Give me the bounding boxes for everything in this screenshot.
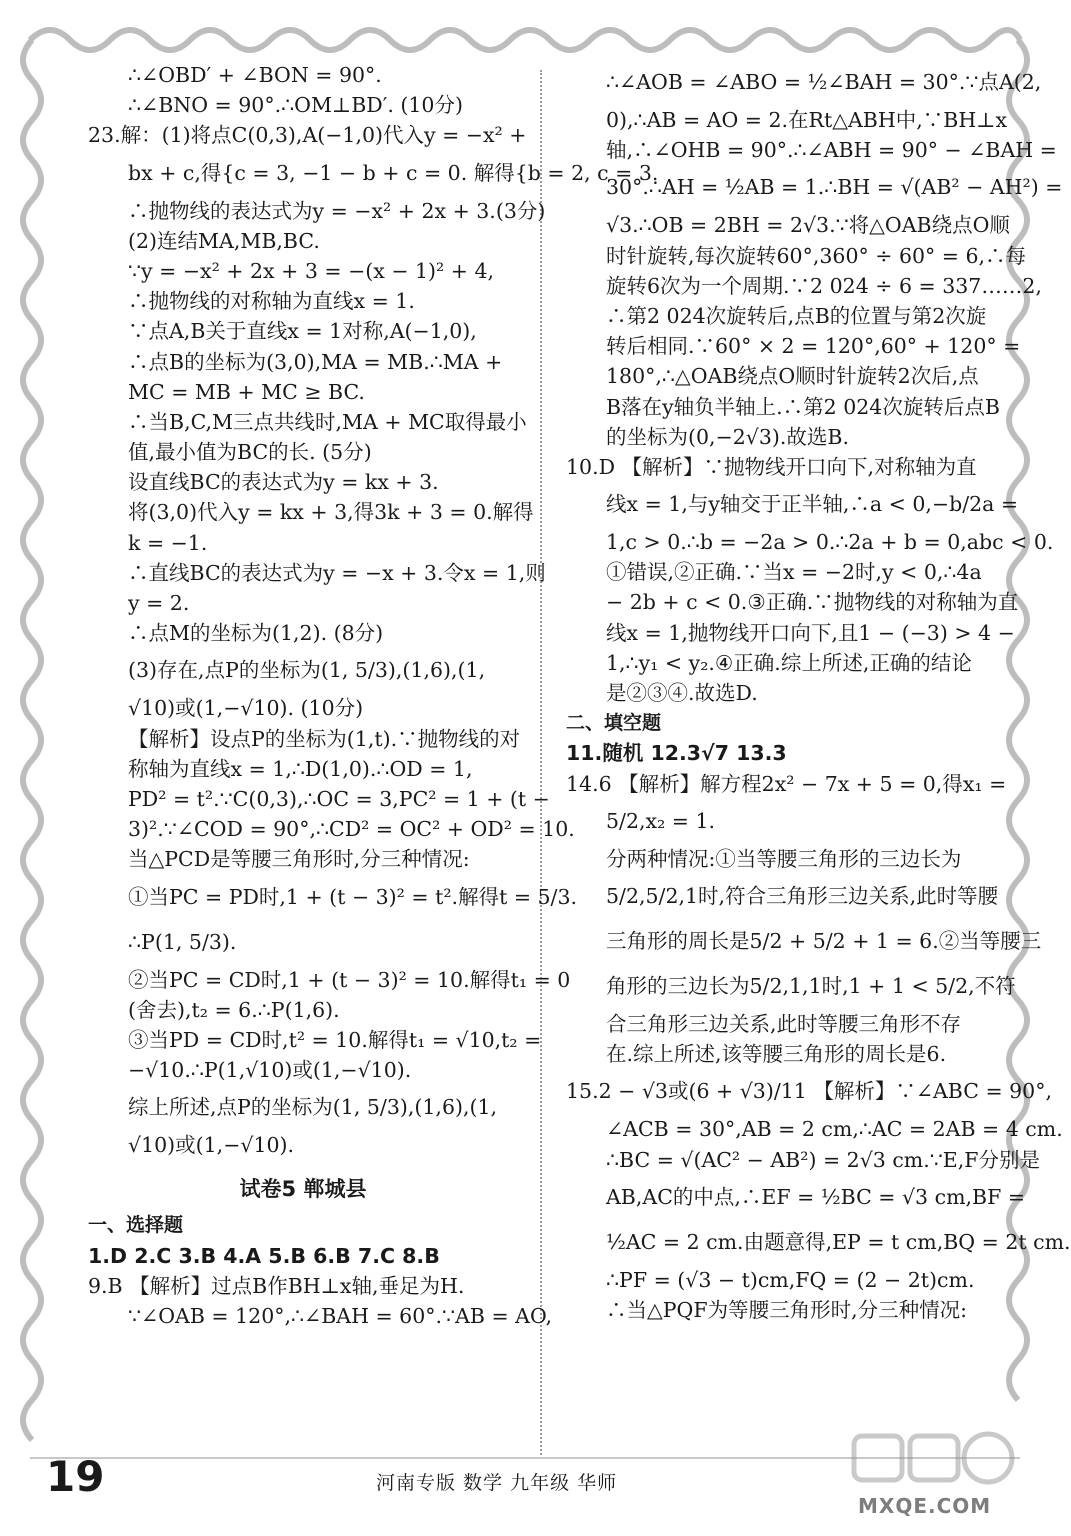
text-line: 轴,∴∠OHB = 90°.∴∠ABH = 90° − ∠BAH = [606, 138, 1057, 163]
text-line: ①当PC = PD时,1 + (t − 3)² = t².解得t = 5/3. [128, 884, 578, 909]
analysis-line: 【解析】设点P的坐标为(1,t).∵抛物线的对 [128, 726, 521, 751]
text-line: ∵y = −x² + 2x + 3 = −(x − 1)² + 4, [128, 258, 495, 283]
text-line: k = −1. [128, 530, 208, 555]
text-line: 称轴为直线x = 1,∴D(1,0).∴OD = 1, [128, 756, 473, 781]
text-line: √3.∴OB = 2BH = 2√3.∵将△OAB绕点O顺 [606, 213, 1010, 238]
exam-5-title: 试卷5 郸城县 [239, 1177, 367, 1202]
text-line: ∴点B的坐标为(3,0),MA = MB.∴MA + [128, 349, 503, 374]
text-line: 线x = 1,抛物线开口向下,且1 − (−3) > 4 − [606, 620, 1015, 645]
right-column [566, 60, 1071, 1325]
text-line: √10)或(1,−√10). (10分) [128, 696, 364, 721]
text-line: 旋转6次为一个周期.∵2 024 ÷ 6 = 337……2, [606, 273, 1042, 298]
text-line: − 2b + c < 0.③正确.∵抛物线的对称轴为直 [606, 590, 1019, 615]
text-line: 在.综上所述,该等腰三角形的周长是6. [606, 1042, 947, 1067]
question-9-start: 9.B 【解析】过点B作BH⊥x轴,垂足为H. [88, 1273, 465, 1298]
text-line: 1,∴y₁ < y₂.④正确.综上所述,正确的结论 [606, 650, 972, 675]
text-line: 三角形的周长是5/2 + 5/2 + 1 = 6.②当等腰三 [606, 928, 1042, 953]
text-line: ∴当△PQF为等腰三角形时,分三种情况: [606, 1297, 968, 1322]
text-line: 的坐标为(0,−2√3).故选B. [606, 424, 849, 449]
text-line: 综上所述,点P的坐标为(1, 5/3),(1,6),(1, [128, 1095, 498, 1120]
text-line: ∴∠AOB = ∠ABO = ½∠BAH = 30°.∵点A(2, [606, 70, 1042, 94]
text-line: 0),∴AB = AO = 2.在Rt△ABH中,∵BH⊥x [606, 108, 1008, 132]
section-heading-choice: 一、选择题 [88, 1214, 184, 1237]
text-line: 5/2,5/2,1时,符合三角形三边关系,此时等腰 [606, 883, 999, 908]
equation-system-line: bx + c,得{c = 3, −1 − b + c = 0. 解得{b = 2, c = 3. [128, 160, 659, 185]
text-line: 转后相同.∵60° × 2 = 120°,60° + 120° = [606, 334, 1021, 359]
text-line: ∴直线BC的表达式为y = −x + 3.令x = 1,则 [128, 560, 546, 585]
text-line: 3)².∵∠COD = 90°,∴CD² = OC² + OD² = 10. [128, 817, 575, 842]
text-line: 当△PCD是等腰三角形时,分三种情况: [128, 847, 470, 872]
question-10-start: 10.D 【解析】∵抛物线开口向下,对称轴为直 [566, 454, 977, 479]
choice-answers: 1.D 2.C 3.B 4.A 5.B 6.B 7.C 8.B [88, 1243, 440, 1268]
text-line: 值,最小值为BC的长. (5分) [128, 440, 372, 465]
text-line: ∴抛物线的表达式为y = −x² + 2x + 3.(3分) [128, 198, 546, 223]
text-line: AB,AC的中点,∴EF = ½BC = √3 cm,BF = [606, 1184, 1026, 1209]
text-line: (2)连结MA,MB,BC. [128, 228, 320, 253]
text-line: 设直线BC的表达式为y = kx + 3. [128, 470, 439, 495]
question-23-start: 23.解：(1)将点C(0,3),A(−1,0)代入y = −x² + [88, 123, 527, 148]
text-line: 线x = 1,与y轴交于正半轴,∴a < 0,−b/2a = [606, 492, 1019, 517]
text-line: ∴BC = √(AC² − AB²) = 2√3 cm.∵E,F分别是 [606, 1147, 1041, 1172]
text-line: ∴P(1, 5/3). [128, 929, 237, 954]
text-line: 180°,∴△OAB绕点O顺时针旋转2次后,点 [606, 364, 979, 389]
text-line: ∵∠OAB = 120°,∴∠BAH = 60°.∵AB = AO, [128, 1304, 553, 1328]
text-line: (3)存在,点P的坐标为(1, 5/3),(1,6),(1, [128, 658, 486, 683]
text-line: 角形的三边长为5/2,1,1时,1 + 1 < 5/2,不符 [606, 973, 1016, 998]
text-line: 30°.∴AH = ½AB = 1.∴BH = √(AB² − AH²) = [606, 175, 1063, 200]
text-line: ∴抛物线的对称轴为直线x = 1. [128, 289, 415, 314]
text-line: 分两种情况:①当等腰三角形的三边长为 [606, 846, 962, 871]
text-line: ∴第2 024次旋转后,点B的位置与第2次旋 [606, 303, 987, 328]
column-divider [540, 70, 542, 1455]
text-line: ②当PC = CD时,1 + (t − 3)² = 10.解得t₁ = 0 [128, 967, 571, 992]
text-line: ∴∠OBD′ + ∠BON = 90°. [128, 63, 382, 87]
text-line: −√10.∴P(1,√10)或(1,−√10). [128, 1058, 412, 1083]
text-line: 时针旋转,每次旋转60°,360° ÷ 60° = 6,∴每 [606, 243, 1027, 268]
text-line: ∴当B,C,M三点共线时,MA + MC取得最小 [128, 409, 527, 434]
text-line: 1,c > 0.∴b = −2a > 0.∴2a + b = 0,abc < 0. [606, 530, 1054, 555]
page-number: 19 [46, 1452, 105, 1501]
footer-text: 河南专版 数学 九年级 华师 [376, 1472, 618, 1494]
text-line: 合三角形三边关系,此时等腰三角形不存 [606, 1011, 962, 1036]
question-14-start: 14.6 【解析】解方程2x² − 7x + 5 = 0,得x₁ = [566, 771, 1007, 796]
text-line: ③当PD = CD时,t² = 10.解得t₁ = √10,t₂ = [128, 1027, 542, 1052]
text-line: ½AC = 2 cm.由题意得,EP = t cm,BQ = 2t cm. [606, 1229, 1071, 1254]
text-line: ∴PF = (√3 − t)cm,FQ = (2 − 2t)cm. [606, 1267, 975, 1292]
fill-answers: 11.随机 12.3√7 13.3 [566, 741, 787, 766]
text-line: ∠ACB = 30°,AB = 2 cm,∴AC = 2AB = 4 cm. [606, 1117, 1063, 1142]
text-line: ∵点A,B关于直线x = 1对称,A(−1,0), [128, 319, 477, 344]
question-15-start: 15.2 − √3或(6 + √3)/11 【解析】∵∠ABC = 90°, [566, 1079, 1052, 1104]
text-line: 将(3,0)代入y = kx + 3,得3k + 3 = 0.解得 [128, 500, 534, 525]
text-line: 5/2,x₂ = 1. [606, 808, 716, 833]
text-line: ∴点M的坐标为(1,2). (8分) [128, 621, 384, 646]
text-line: ∴∠BNO = 90°.∴OM⊥BD′. (10分) [128, 93, 463, 118]
text-line: ①错误,②正确.∵当x = −2时,y < 0,∴4a [606, 560, 982, 585]
watermark-text: MXQE.COM [858, 1494, 992, 1518]
text-line: PD² = t².∵C(0,3),∴OC = 3,PC² = 1 + (t − [128, 786, 550, 811]
section-heading-fill: 二、填空题 [566, 712, 662, 735]
text-line: B落在y轴负半轴上.∴第2 024次旋转后点B [606, 394, 1000, 419]
text-line: (舍去),t₂ = 6.∴P(1,6). [128, 997, 340, 1022]
text-line: 是②③④.故选D. [606, 681, 758, 705]
text-line: √10)或(1,−√10). [128, 1133, 295, 1158]
text-line: y = 2. [128, 591, 190, 615]
text-line: MC = MB + MC ≥ BC. [128, 379, 365, 404]
